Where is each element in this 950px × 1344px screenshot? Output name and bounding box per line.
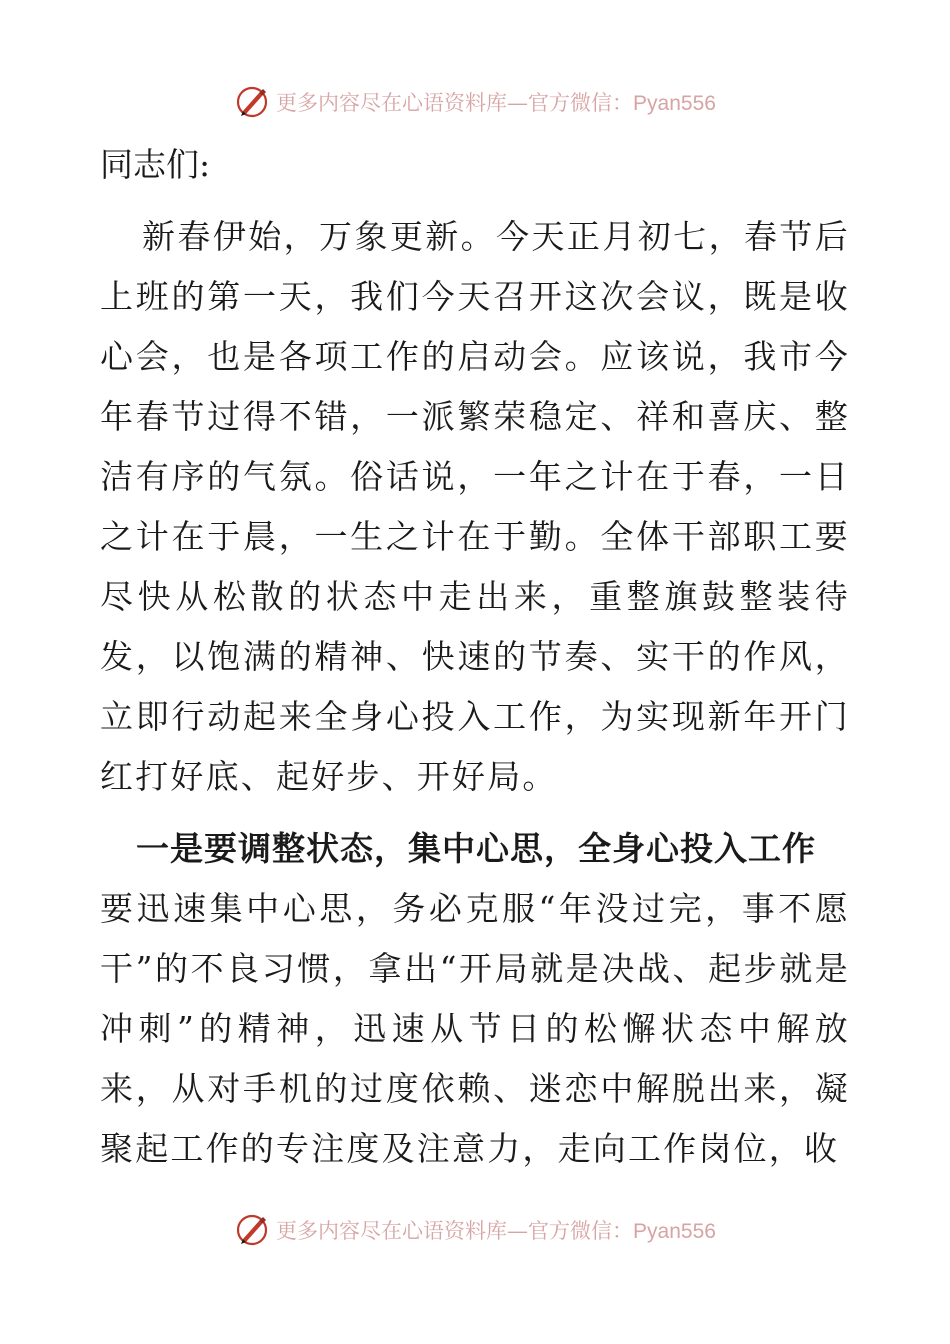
salutation: 同志们: xyxy=(100,145,211,184)
section-heading: 一是要调整状态，集中心思，全身心投入工作 xyxy=(136,829,816,868)
watermark-text: 更多内容尽在心语资料库—官方微信：Pyan556 xyxy=(276,1219,716,1243)
watermark-text: 更多内容尽在心语资料库—官方微信：Pyan556 xyxy=(276,91,716,115)
watermark-footer xyxy=(0,1210,950,1250)
paragraph-intro: 新春伊始，万象更新。今天正月初七，春节后上班的第一天，我们今天召开这次会议，既是收心会，也是各项工作的启动会。应该说，我市今年春节过得不错，一派繁荣稳定、祥和喜庆、整洁有序的气氛。俗话说，一年之计在于春，一日之计在于晨，一生之计在于勤。全体干部职工要尽快从松散的状态中走出来，重整旗鼓整装待发，以饱满的精神、快速的节奏、实干的作风，立即行动起来全身心投入工作，为实现新年开门红打好底、起好步、开好局。 xyxy=(100,217,850,796)
paragraph-section-one: 要迅速集中心思，务必克服“年没过完，事不愿干”的不良习惯，拿出“开局就是决战、起步就是冲刺”的精神，迅速从节日的松懈状态中解放来，从对手机的过度依赖、迷恋中解脱出来，凝聚起工作的专注度及注意力，走向工作岗位，收 xyxy=(100,889,850,1168)
pen-circle-logo-icon xyxy=(234,84,270,120)
document-body xyxy=(100,135,850,1191)
watermark-header xyxy=(0,82,950,122)
pen-circle-logo-icon xyxy=(234,1212,270,1248)
